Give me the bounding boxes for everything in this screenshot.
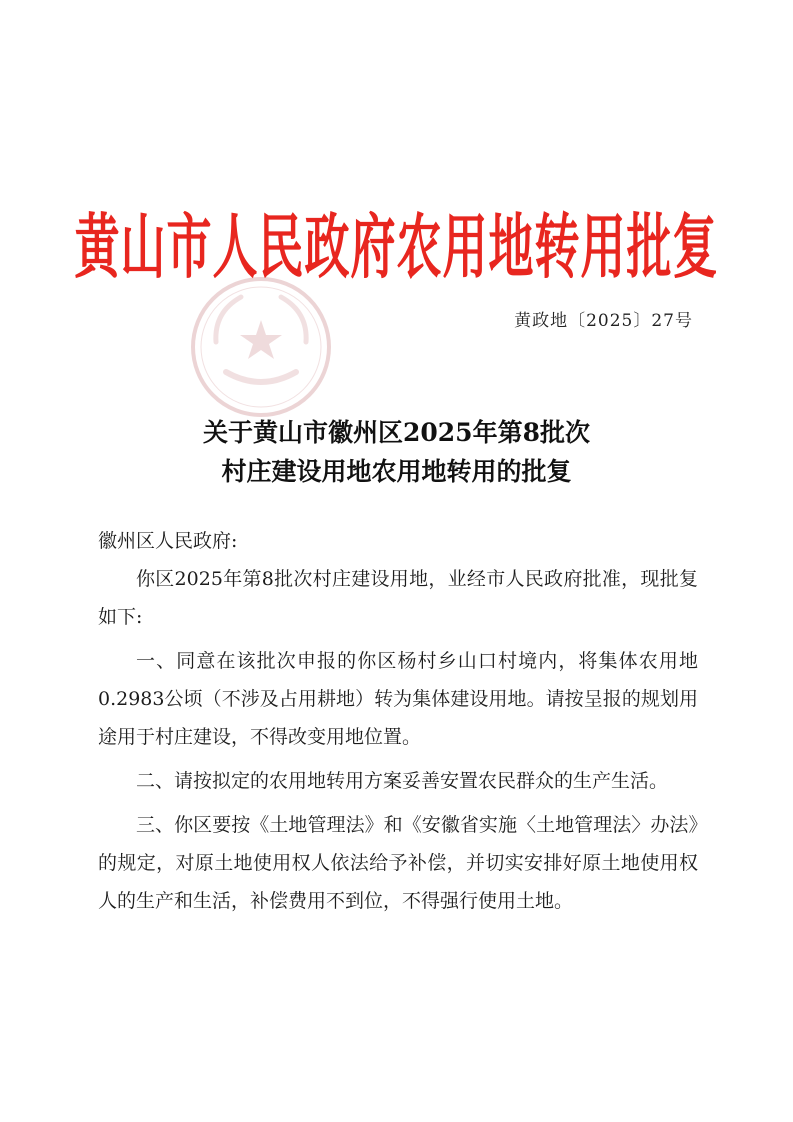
document-number: 黄政地〔2025〕27号 — [514, 311, 693, 331]
item-one-paragraph: 一、同意在该批次申报的你区杨村乡山口村境内，将集体农用地0.2983公顷（不涉及占用耕地）转为集体建设用地。请按呈报的规划用途用于村庄建设，不得改变用地位置。 — [98, 650, 698, 748]
title-line-1: 关于黄山市徽州区2025年第8批次 — [203, 418, 590, 447]
seal-stamp-icon — [186, 272, 336, 422]
item-two-paragraph: 二、请按拟定的农用地转用方案妥善安置农民群众的生产生活。 — [136, 770, 669, 792]
intro-paragraph: 你区2025年第8批次村庄建设用地，业经市人民政府批准，现批复如下: — [98, 568, 698, 628]
document-body — [98, 522, 698, 920]
salutation: 徽州区人民政府: — [98, 530, 238, 552]
masthead-title: 黄山市人民政府农用地转用批复 — [74, 205, 719, 289]
item-three-paragraph: 三、你区要按《土地管理法》和《安徽省实施〈土地管理法〉办法》的规定，对原土地使用权人依法给予补偿，并切实安排好原土地使用权人的生产和生活，补偿费用不到位，不得强行使用土地。 — [98, 814, 698, 912]
title-line-2: 村庄建设用地农用地转用的批复 — [221, 457, 572, 486]
